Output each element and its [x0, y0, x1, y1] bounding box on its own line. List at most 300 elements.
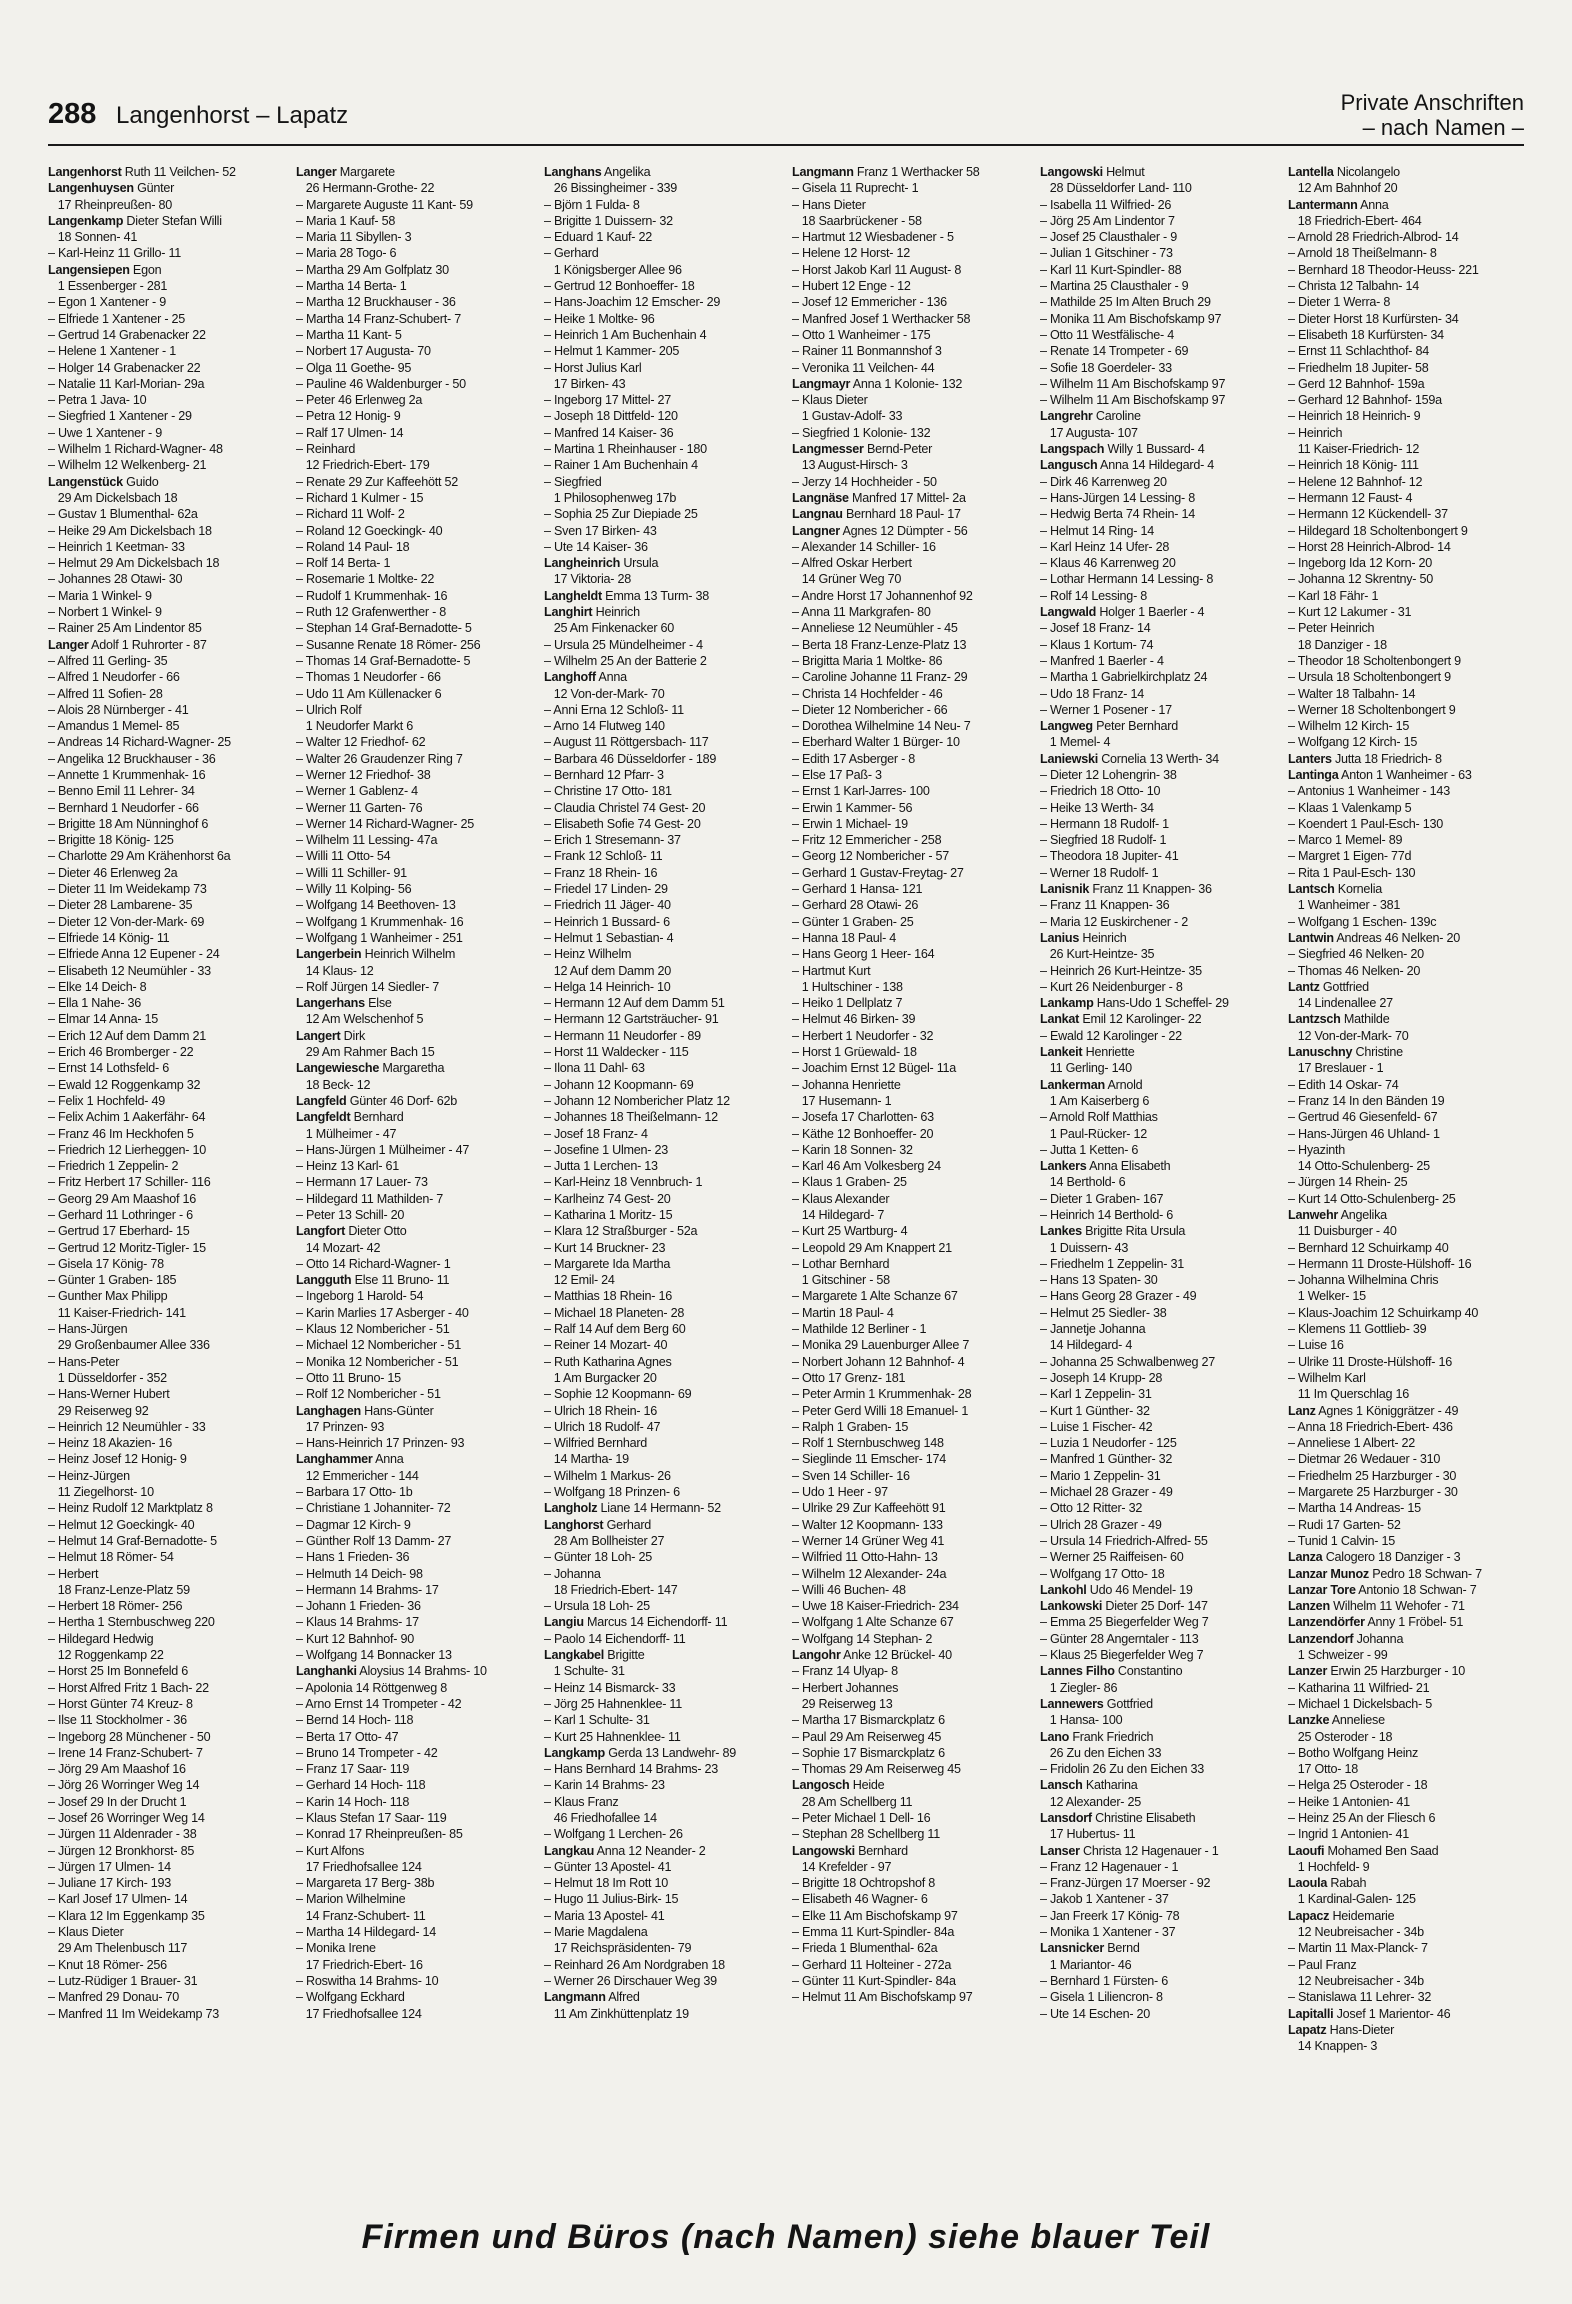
entry-text: – Heinrich 26 Kurt-Heintze- 35 [1040, 963, 1202, 978]
entry-text: Franz 1 Werthacker 58 [853, 165, 980, 179]
entry-text: – Rita 1 Paul-Esch- 130 [1288, 865, 1416, 880]
directory-entry [296, 897, 532, 913]
entry-text: – Jakob 1 Xantener - 37 [1040, 1892, 1169, 1907]
entry-text: – Dagmar 12 Kirch- 9 [296, 1517, 411, 1532]
entry-surname: Langnau [792, 507, 843, 522]
entry-text: – Joseph 14 Krupp- 28 [1040, 1370, 1163, 1385]
entry-text: – Wilhelm 12 Kirch- 15 [1288, 719, 1410, 734]
entry-text: Christine [1352, 1045, 1403, 1060]
entry-text: – Horst 28 Heinrich-Albrod- 14 [1288, 539, 1451, 554]
entry-text: – Peter Heinrich [1288, 621, 1375, 636]
entry-text: Hans-Udo 1 Scheffel- 29 [1093, 996, 1229, 1011]
entry-text: Adolf 1 Ruhrorter - 87 [88, 637, 207, 652]
entry-text: – Edith 14 Oskar- 74 [1288, 1077, 1399, 1092]
directory-entry [544, 343, 780, 359]
entry-text: – Olga 11 Goethe- 95 [296, 360, 412, 375]
entry-text: – Karl 46 Am Volkesberg 24 [792, 1159, 941, 1174]
directory-entry [792, 311, 1028, 327]
directory-entry [48, 995, 284, 1011]
directory-entry [544, 783, 780, 799]
entry-surname: Lankers [1040, 1159, 1087, 1174]
directory-entry [48, 1875, 284, 1891]
directory-entry [1040, 1419, 1276, 1435]
entry-text: – Martha 17 Bismarckplatz 6 [792, 1713, 945, 1728]
entry-text: – Manfred 29 Donau- 70 [48, 1990, 180, 2005]
entry-text: 17 Friedhofsallee 124 [296, 2006, 422, 2021]
directory-entry [544, 669, 780, 685]
directory-entry [544, 474, 780, 490]
entry-surname: Lapacz [1288, 1908, 1330, 1923]
directory-entry [1288, 800, 1524, 816]
directory-entry [1040, 914, 1276, 930]
directory-entry [544, 1468, 780, 1484]
entry-text: – Hans Georg 1 Heer- 164 [792, 947, 935, 962]
entry-text: 1 Essenberger - 281 [48, 279, 168, 294]
entry-text: – Ruth 12 Grafenwerther - 8 [296, 605, 447, 620]
header-rule [48, 144, 1524, 146]
directory-entry [1040, 1891, 1276, 1907]
directory-entry [792, 1989, 1028, 2005]
directory-entry [544, 848, 780, 864]
directory-entry [48, 963, 284, 979]
directory-entry [296, 979, 532, 995]
directory-entry [296, 1517, 532, 1533]
directory-entry [1288, 474, 1524, 490]
directory-entry [1040, 995, 1276, 1011]
entry-surname: Langenkamp [48, 213, 124, 228]
entry-text: – Wolfgang 1 Alte Schanze 67 [792, 1615, 954, 1630]
entry-text: 1 Gustav-Adolf- 33 [792, 409, 903, 424]
entry-surname: Lantwin [1288, 930, 1334, 945]
directory-entry [1288, 620, 1524, 636]
entry-text: 28 Düsseldorfer Land- 110 [1040, 181, 1192, 196]
directory-entry [544, 1745, 780, 1761]
directory-entry [1288, 1810, 1524, 1826]
entry-text: – Werner 11 Garten- 76 [296, 800, 423, 815]
entry-surname: Lanwehr [1288, 1208, 1339, 1222]
directory-entry [1288, 751, 1524, 767]
entry-text: – Hermann 12 Auf dem Damm 51 [544, 996, 725, 1011]
directory-entry [544, 718, 780, 734]
directory-entry [296, 963, 532, 979]
entry-text: – Jörg 25 Hahnenklee- 11 [544, 1696, 682, 1711]
entry-text: Alfred [605, 1990, 640, 2005]
entry-text: 11 Kaiser-Friedrich- 141 [48, 1305, 186, 1320]
entry-text: – Hermann 14 Brahms- 17 [296, 1582, 439, 1597]
entry-text: – Klaas 1 Valenkamp 5 [1288, 800, 1412, 815]
directory-entry [792, 1158, 1028, 1174]
entry-text: – Ulrich Rolf [296, 702, 362, 717]
directory-entry [792, 930, 1028, 946]
directory-entry [48, 539, 284, 555]
directory-entry [1288, 229, 1524, 245]
entry-text: 1 Ziegler- 86 [1040, 1680, 1118, 1695]
entry-text: 26 Hermann-Grothe- 22 [296, 181, 435, 196]
directory-entry [1040, 1223, 1276, 1239]
directory-entry [792, 1663, 1028, 1679]
entry-surname: Langfeldt [296, 1110, 351, 1125]
directory-entry [792, 1223, 1028, 1239]
directory-entry [1288, 197, 1524, 213]
entry-text: – Manfred Josef 1 Werthacker 58 [792, 311, 971, 326]
entry-text: – Walter 18 Talbahn- 14 [1288, 686, 1416, 701]
entry-text: – Klaus Stefan 17 Saar- 119 [296, 1810, 447, 1825]
entry-text: – Wilhelm 1 Richard-Wagner- 48 [48, 442, 223, 457]
entry-text: – Martha 14 Hildegard- 14 [296, 1925, 437, 1940]
directory-entry [792, 1142, 1028, 1158]
directory-entry [1040, 1142, 1276, 1158]
directory-entry [48, 278, 284, 294]
directory-entry [544, 979, 780, 995]
entry-text: – Jörg 29 Am Maashof 16 [48, 1762, 186, 1777]
entry-text: – Werner 12 Friedhof- 38 [296, 767, 431, 782]
directory-entry [1040, 1631, 1276, 1647]
directory-entry [544, 1582, 780, 1598]
entry-surname: Lanters [1288, 751, 1332, 766]
entry-text: – Barbara 17 Otto- 1b [296, 1485, 413, 1500]
entry-surname: Laoula [1288, 1876, 1328, 1891]
entry-text: – Christiane 1 Johanniter- 72 [296, 1501, 451, 1516]
directory-entry [48, 1321, 284, 1337]
entry-text: – Arnold 18 Theißelmann- 8 [1288, 246, 1437, 261]
entry-text: – Franz 18 Rhein- 16 [544, 865, 658, 880]
entry-text: – Gertrud 46 Giesenfeld- 67 [1288, 1110, 1438, 1125]
directory-entry [544, 686, 780, 702]
entry-text: Pedro 18 Schwan- 7 [1368, 1566, 1482, 1581]
directory-entry [1040, 848, 1276, 864]
directory-entry [1288, 1777, 1524, 1793]
directory-entry [48, 1810, 284, 1826]
directory-entry [792, 1109, 1028, 1125]
entry-text: – Wilhelm Karl [1288, 1370, 1366, 1385]
entry-text: – Udo 18 Franz- 14 [1040, 686, 1145, 701]
entry-text: 17 Birken- 43 [544, 376, 626, 391]
entry-text: – Alexander 14 Schiller- 16 [792, 539, 936, 554]
entry-text: 18 Saarbrückener - 58 [792, 213, 922, 228]
directory-entry [792, 1207, 1028, 1223]
entry-text: Bernd-Peter [863, 442, 933, 457]
directory-entry [792, 963, 1028, 979]
entry-text: – Klemens 11 Gottlieb- 39 [1288, 1322, 1427, 1337]
entry-text: – Brigitta Maria 1 Moltke- 86 [792, 653, 943, 668]
directory-entry [1288, 278, 1524, 294]
entry-text: – Wolfgang 1 Wanheimer - 251 [296, 930, 463, 945]
entry-text: – Josef 26 Worringer Weg 14 [48, 1810, 205, 1825]
directory-entry [48, 1517, 284, 1533]
directory-entry [792, 1093, 1028, 1109]
directory-entry [48, 1240, 284, 1256]
directory-entry [1040, 1451, 1276, 1467]
directory-entry [1288, 1370, 1524, 1386]
entry-text: – Willi 46 Buchen- 48 [792, 1582, 906, 1597]
entry-text: – Werner 1 Posener - 17 [1040, 702, 1172, 717]
entry-text: – Bernhard 12 Schuirkamp 40 [1288, 1240, 1449, 1255]
directory-entry [48, 881, 284, 897]
entry-text: 17 Reichspräsidenten- 79 [544, 1941, 692, 1956]
entry-text: – Josefine 1 Ulmen- 23 [544, 1142, 669, 1157]
directory-entry [544, 278, 780, 294]
directory-entry [1040, 262, 1276, 278]
directory-entry [1040, 783, 1276, 799]
entry-text: – Gertrud 14 Grabenacker 22 [48, 327, 206, 342]
directory-entry [544, 995, 780, 1011]
entry-text: – Mathilde 12 Berliner - 1 [792, 1322, 927, 1337]
directory-entry [48, 1794, 284, 1810]
entry-text: – Gerhard 11 Lothringer - 6 [48, 1208, 193, 1222]
entry-text: – Sophie 17 Bismarckplatz 6 [792, 1745, 945, 1760]
entry-text: – Ernst 14 Lothsfeld- 6 [48, 1061, 169, 1076]
entry-text: – Isabella 11 Wilfried- 26 [1040, 197, 1172, 212]
directory-column-1 [48, 164, 284, 2164]
entry-text: – Fritz 12 Emmericher - 258 [792, 833, 942, 848]
entry-text: Peter Bernhard [1092, 719, 1178, 734]
entry-text: – Martha 11 Kant- 5 [296, 327, 402, 342]
directory-entry [544, 1158, 780, 1174]
entry-text: – Herbert [48, 1566, 99, 1581]
entry-text: 14 Mozart- 42 [296, 1240, 381, 1255]
directory-entry [544, 1191, 780, 1207]
entry-text: – Mario 1 Zeppelin- 31 [1040, 1468, 1161, 1483]
entry-text: – Johann 12 Nombericher Platz 12 [544, 1093, 730, 1108]
entry-text: – Karin 14 Hoch- 118 [296, 1794, 410, 1809]
directory-entry [48, 930, 284, 946]
entry-text: – Maria 13 Apostel- 41 [544, 1908, 665, 1923]
directory-entry [792, 327, 1028, 343]
directory-entry [48, 1305, 284, 1321]
directory-entry [1288, 653, 1524, 669]
directory-entry [1040, 1109, 1276, 1125]
directory-entry [296, 637, 532, 653]
entry-text: Katharina [1082, 1778, 1138, 1793]
entry-text: Anna [595, 670, 627, 685]
entry-text: Agnes 12 Dümpter - 56 [839, 523, 968, 538]
directory-entry [48, 1468, 284, 1484]
directory-entry [296, 1859, 532, 1875]
entry-text: Günter [133, 181, 175, 196]
directory-entry [1288, 816, 1524, 832]
directory-entry [1288, 1761, 1524, 1777]
entry-text: – Maria 12 Euskirchener - 2 [1040, 914, 1188, 929]
directory-entry [1040, 1468, 1276, 1484]
directory-entry [792, 1533, 1028, 1549]
directory-entry [296, 1549, 532, 1565]
entry-text: 1 Paul-Rücker- 12 [1040, 1126, 1147, 1141]
directory-entry [792, 1288, 1028, 1304]
entry-surname: Langerbein [296, 947, 362, 962]
entry-text: – Klaus 12 Nombericher - 51 [296, 1322, 450, 1337]
directory-entry [1288, 995, 1524, 1011]
entry-text: – Helmut 25 Siedler- 38 [1040, 1305, 1167, 1320]
entry-text: – Willi 11 Otto- 54 [296, 849, 391, 864]
directory-entry [1040, 1614, 1276, 1630]
directory-entry [296, 1060, 532, 1076]
entry-text: – Willi 11 Schiller- 91 [296, 865, 407, 880]
directory-entry [544, 1859, 780, 1875]
entry-surname: Langfort [296, 1224, 346, 1239]
entry-text: Emma 13 Turm- 38 [601, 588, 709, 603]
directory-entry [48, 490, 284, 506]
entry-text: Gottfried [1319, 979, 1369, 994]
entry-text: Christine Elisabeth [1091, 1810, 1196, 1825]
entry-text: – Wolfgang 12 Kirch- 15 [1288, 735, 1418, 750]
entry-text: 1 Memel- 4 [1040, 735, 1111, 750]
entry-surname: Langhoff [544, 670, 596, 685]
entry-text: – Klara 12 Straßburger - 52a [544, 1224, 698, 1239]
directory-entry [1288, 1582, 1524, 1598]
directory-entry [296, 1191, 532, 1207]
entry-surname: Langspach [1040, 442, 1105, 457]
entry-text: – Amandus 1 Memel- 85 [48, 719, 180, 734]
entry-text: 14 Hildegard- 7 [792, 1208, 885, 1222]
directory-entry [1288, 457, 1524, 473]
directory-entry [1040, 408, 1276, 424]
directory-entry [48, 1028, 284, 1044]
directory-entry [792, 1517, 1028, 1533]
entry-text: – Berta 17 Otto- 47 [296, 1729, 399, 1744]
entry-text: Bernhard 18 Paul- 17 [842, 507, 961, 522]
directory-entry [1288, 1500, 1524, 1516]
entry-text: – Eberhard Walter 1 Bürger- 10 [792, 735, 960, 750]
entry-text: – Helmut 29 Am Dickelsbach 18 [48, 556, 220, 571]
entry-text: – Wolfgang 14 Bonnacker 13 [296, 1648, 452, 1663]
entry-surname: Lankohl [1040, 1582, 1087, 1597]
directory-entry [792, 1044, 1028, 1060]
entry-text: – Thomas 29 Am Reiserweg 45 [792, 1762, 961, 1777]
entry-text: – Kurt 12 Lakumer - 31 [1288, 605, 1412, 620]
entry-text: – Norbert 17 Augusta- 70 [296, 344, 431, 359]
directory-entry [792, 1891, 1028, 1907]
entry-text: – Herbert 1 Neudorfer - 32 [792, 1028, 934, 1043]
directory-entry [48, 425, 284, 441]
directory-entry [48, 262, 284, 278]
directory-entry [1288, 848, 1524, 864]
directory-entry [48, 767, 284, 783]
directory-entry [296, 1386, 532, 1402]
entry-surname: Lanuschny [1288, 1045, 1353, 1060]
entry-text: – Maria 11 Sibyllen- 3 [296, 230, 412, 245]
entry-text: – Dieter 28 Lambarene- 35 [48, 898, 193, 913]
entry-text: Anna 14 Hildegard- 4 [1097, 458, 1215, 473]
entry-text: – Helmut 11 Am Bischofskamp 97 [792, 1990, 973, 2005]
entry-surname: Lankerman [1040, 1077, 1105, 1092]
entry-text: – Hildegard Hedwig [48, 1631, 154, 1646]
entry-text: – Ulrike 29 Zur Kaffeehött 91 [792, 1501, 946, 1516]
directory-entry [792, 1468, 1028, 1484]
entry-text: – Margarete 1 Alte Schanze 67 [792, 1289, 958, 1304]
entry-text: – Otto 1 Wanheimer - 175 [792, 327, 931, 342]
entry-text: – Josef 18 Franz- 4 [544, 1126, 648, 1141]
entry-surname: Lannes Filho [1040, 1664, 1115, 1679]
directory-entry [296, 294, 532, 310]
directory-entry [792, 1582, 1028, 1598]
directory-entry [1288, 1875, 1524, 1891]
directory-entry [792, 1370, 1028, 1386]
entry-text: – Angelika 12 Bruckhauser - 36 [48, 751, 216, 766]
directory-entry [1288, 1696, 1524, 1712]
directory-entry [792, 1680, 1028, 1696]
directory-entry [792, 278, 1028, 294]
entry-text: – Gerhard 28 Otawi- 26 [792, 898, 919, 913]
entry-text: – Christine 17 Otto- 181 [544, 784, 672, 799]
directory-entry [296, 1598, 532, 1614]
entry-text: – Wolfgang 1 Krummenhak- 16 [296, 914, 464, 929]
entry-text: – Martha 14 Berta- 1 [296, 279, 407, 294]
entry-text: – Dieter 12 Lohengrin- 38 [1040, 767, 1177, 782]
directory-entry [1040, 881, 1276, 897]
entry-text: – Hermann 11 Droste-Hülshoff- 16 [1288, 1256, 1472, 1271]
directory-entry [1288, 2022, 1524, 2038]
directory-entry [792, 1060, 1028, 1076]
entry-text: – Siegfried 46 Nelken- 20 [1288, 947, 1424, 962]
entry-text: 12 Von-der-Mark- 70 [1288, 1028, 1409, 1043]
entry-text: 1 Hultschiner - 138 [792, 979, 903, 994]
directory-entry [1040, 751, 1276, 767]
entry-text: – Andre Horst 17 Johannenhof 92 [792, 588, 973, 603]
entry-text: – Irene 14 Franz-Schubert- 7 [48, 1745, 203, 1760]
directory-entry [544, 702, 780, 718]
entry-text: – Heinrich 18 Heinrich- 9 [1288, 409, 1421, 424]
directory-entry [48, 506, 284, 522]
directory-entry [296, 229, 532, 245]
directory-entry [1040, 1305, 1276, 1321]
directory-entry [792, 1631, 1028, 1647]
entry-text: – Michael 12 Nombericher - 51 [296, 1338, 461, 1353]
entry-text: – Ralf 14 Auf dem Berg 60 [544, 1322, 686, 1337]
entry-text: – Walter 12 Koopmann- 133 [792, 1517, 943, 1532]
directory-entry [544, 506, 780, 522]
directory-entry [544, 767, 780, 783]
directory-entry [792, 408, 1028, 424]
directory-entry [544, 1500, 780, 1516]
directory-entry [544, 1435, 780, 1451]
entry-surname: Langnäse [792, 490, 849, 505]
entry-text: – Anni Erna 12 Schloß- 11 [544, 702, 684, 717]
directory-entry [296, 1028, 532, 1044]
directory-entry [544, 914, 780, 930]
entry-text: – Otto 12 Ritter- 32 [1040, 1501, 1143, 1516]
entry-text: 1 Hochfeld- 9 [1288, 1859, 1370, 1874]
entry-text: – Hans Bernhard 14 Brahms- 23 [544, 1762, 719, 1777]
entry-text: – Horst Julius Karl [544, 360, 642, 375]
entry-text: – Uwe 18 Kaiser-Friedrich- 234 [792, 1599, 959, 1614]
directory-entry [1040, 1191, 1276, 1207]
page-number: 288 [48, 98, 97, 130]
entry-text: – Gerhard 11 Holteiner - 272a [792, 1957, 952, 1972]
entry-text: – Anna 18 Friedrich-Ebert- 436 [1288, 1419, 1453, 1434]
entry-surname: Langiu [544, 1615, 584, 1630]
directory-entry [544, 1060, 780, 1076]
directory-entry [296, 1729, 532, 1745]
entry-text: Heinrich [592, 605, 640, 620]
directory-entry [544, 1305, 780, 1321]
entry-text: – Erich 1 Stresemann- 37 [544, 833, 681, 848]
directory-entry [1040, 930, 1276, 946]
entry-text: – Johann 1 Frieden- 36 [296, 1599, 421, 1614]
entry-text: Frank Friedrich [1069, 1729, 1154, 1744]
directory-entry [792, 376, 1028, 392]
directory-entry [48, 718, 284, 734]
directory-entry [1288, 702, 1524, 718]
entry-text: Josef 1 Marientor- 46 [1333, 2006, 1451, 2021]
entry-text: – Walter 12 Friedhof- 62 [296, 735, 426, 750]
directory-entry [792, 1924, 1028, 1940]
directory-entry [48, 571, 284, 587]
entry-text: 17 Husemann- 1 [792, 1093, 892, 1108]
directory-entry [1040, 946, 1276, 962]
directory-entry [296, 441, 532, 457]
directory-entry [48, 637, 284, 653]
directory-entry [792, 702, 1028, 718]
